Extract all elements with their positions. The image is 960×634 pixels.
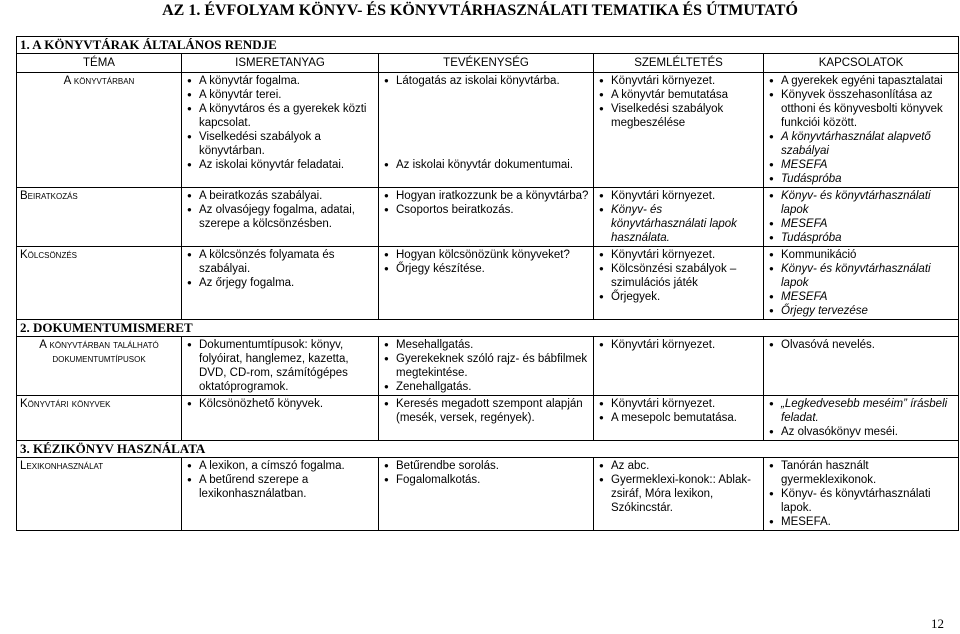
list-item: ● Tudáspróba (781, 172, 955, 186)
list-item: ● Az iskolai könyvtár feladatai. (199, 158, 375, 172)
list-item: ● Könyv- és könyvtárhasználati lapok (781, 189, 955, 217)
section-heading: 1. A KÖNYVTÁRAK ÁLTALÁNOS RENDJE (17, 37, 959, 54)
header-cell: TEVÉKENYSÉG (379, 54, 594, 73)
list-item: ● Kölcsönözhető könyvek. (199, 397, 375, 411)
list-item: ● Látogatás az iskolai könyvtárba. (396, 74, 590, 88)
topic-cell: A könyvtárban (17, 73, 182, 188)
list-item: ● A könyvtár bemutatása (611, 88, 760, 102)
activity-list (382, 74, 590, 172)
list-item: ● Könyv- és könyvtárhasználati lapok (781, 262, 955, 290)
list-item: ● Őrjegy készítése. (396, 262, 590, 276)
list-item: ● Könyv- és könyvtárhasználati lapok. (781, 487, 955, 515)
visual-list (597, 338, 760, 352)
list-item: ● Az olvasójegy fogalma, adatai, szerepe a kölcsönzésben. (199, 203, 375, 231)
list-item: ● Mesehallgatás. (396, 338, 590, 352)
visual-list (597, 397, 760, 425)
table-row (17, 458, 959, 531)
list-item: ● Őrjegy tervezése (781, 304, 955, 318)
table-row (17, 73, 959, 188)
knowledge-list (185, 338, 375, 394)
list-item: ● Keresés megadott szempont alapján (mesék, versek, regények). (396, 397, 590, 425)
relations-list (767, 397, 955, 439)
relations-list (767, 189, 955, 245)
list-item: ● Az olvasókönyv meséi. (781, 425, 955, 439)
thematic-table (16, 36, 959, 531)
knowledge-list (185, 248, 375, 290)
activity-list (382, 189, 590, 217)
list-item: ● Viselkedési szabályok a könyvtárban. (199, 130, 375, 158)
list-item: ● MESEFA. (781, 515, 955, 529)
relations-list (767, 459, 955, 529)
topic-cell: Beiratkozás (17, 188, 182, 247)
list-item: ● A könyvtárhasználat alapvető szabályai (781, 130, 955, 158)
list-item: ● MESEFA (781, 290, 955, 304)
list-item: ● A könyvtár terei. (199, 88, 375, 102)
activity-list (382, 459, 590, 487)
list-item: ● Hogyan iratkozzunk be a könyvtárba? (396, 189, 590, 203)
visual-list (597, 459, 760, 515)
table-row (17, 247, 959, 320)
knowledge-list (185, 74, 375, 172)
list-item: ● A beiratkozás szabályai. (199, 189, 375, 203)
knowledge-list (185, 189, 375, 231)
list-item: ● Könyvtári környezet. (611, 74, 760, 88)
list-item: ● Könyvtári környezet. (611, 189, 760, 203)
list-item: ● A könyvtáros és a gyerekek közti kapcsolat. (199, 102, 375, 130)
list-item: ● Kommunikáció (781, 248, 955, 262)
list-item: ● MESEFA (781, 158, 955, 172)
list-item: ● Betűrendbe sorolás. (396, 459, 590, 473)
list-item: ● Könyvtári környezet. (611, 338, 760, 352)
header-cell: ISMERETANYAG (182, 54, 379, 73)
table-row (17, 396, 959, 441)
table-header-row (17, 54, 959, 73)
page-title: AZ 1. ÉVFOLYAM KÖNYV- ÉS KÖNYVTÁRHASZNÁLATI TEMATIKA ÉS ÚTMUTATÓ (162, 2, 798, 19)
list-item: ● MESEFA (781, 217, 955, 231)
relations-list (767, 248, 955, 318)
list-item: ● Olvasóvá nevelés. (781, 338, 955, 352)
list-item: ● A gyerekek egyéni tapasztalatai (781, 74, 955, 88)
activity-list (382, 397, 590, 425)
knowledge-list (185, 397, 375, 411)
topic-cell: Könyvtári könyvek (17, 396, 182, 441)
list-item: ● Könyv- és könyvtárhasználati lapok használata. (611, 203, 760, 245)
list-item: ● Hogyan kölcsönözünk könyveket? (396, 248, 590, 262)
list-item: ● Kölcsönzési szabályok – szimulációs játék (611, 262, 760, 290)
list-item: ● Őrjegyek. (611, 290, 760, 304)
list-item: ● A könyvtár fogalma. (199, 74, 375, 88)
activity-list (382, 338, 590, 394)
list-item: ● Tanórán használt gyermeklexikonok. (781, 459, 955, 487)
list-item: ● Tudáspróba (781, 231, 955, 245)
list-item: ● Dokumentumtípusok: könyv, folyóirat, hanglemez, kazetta, DVD, CD-rom, számítógépes oktatóprogramok. (199, 338, 375, 394)
section-heading: 2. DOKUMENTUMISMERET (17, 320, 959, 337)
relations-list (767, 338, 955, 352)
table-row (17, 188, 959, 247)
list-item: ● Az abc. (611, 459, 760, 473)
list-item: ● A kölcsönzés folyamata és szabályai. (199, 248, 375, 276)
page-number: 12 (931, 616, 944, 631)
topic-cell: A könyvtárban található dokumentumtípusok (17, 337, 182, 396)
list-item: ● Gyermeklexi-konok:: Ablak-zsiráf, Móra lexikon, Szókincstár. (611, 473, 760, 515)
section-heading: 3. KÉZIKÖNYV HASZNÁLATA (17, 441, 959, 458)
list-item: ● Az iskolai könyvtár dokumentumai. (396, 158, 590, 172)
knowledge-list (185, 459, 375, 501)
list-item: ● Zenehallgatás. (396, 380, 590, 394)
list-item: ● Gyerekeknek szóló rajz- és bábfilmek megtekintése. (396, 352, 590, 380)
list-item: ● A lexikon, a címszó fogalma. (199, 459, 375, 473)
list-item: ● Fogalomalkotás. (396, 473, 590, 487)
topic-cell: Lexikonhasználat (17, 458, 182, 531)
topic-cell: Kölcsönzés (17, 247, 182, 320)
activity-list (382, 248, 590, 276)
visual-list (597, 248, 760, 304)
table-row (17, 337, 959, 396)
list-item: ● Az őrjegy fogalma. (199, 276, 375, 290)
list-item: ● Csoportos beiratkozás. (396, 203, 590, 217)
relations-list (767, 74, 955, 186)
list-item: ● Könyvtári környezet. (611, 248, 760, 262)
list-item: ● Könyvtári környezet. (611, 397, 760, 411)
header-cell: SZEMLÉLTETÉS (594, 54, 764, 73)
header-cell: KAPCSOLATOK (764, 54, 959, 73)
list-item: ● Könyvek összehasonlítása az otthoni és könyvesbolti könyvek funkciói között. (781, 88, 955, 130)
list-item: ● „Legkedvesebb meséim” írásbeli feladat. (781, 397, 955, 425)
visual-list (597, 74, 760, 130)
list-item: ● A betűrend szerepe a lexikonhasználatban. (199, 473, 375, 501)
header-cell: TÉMA (17, 54, 182, 73)
list-item: ● Viselkedési szabályok megbeszélése (611, 102, 760, 130)
visual-list (597, 189, 760, 245)
list-item: ● A mesepolc bemutatása. (611, 411, 760, 425)
